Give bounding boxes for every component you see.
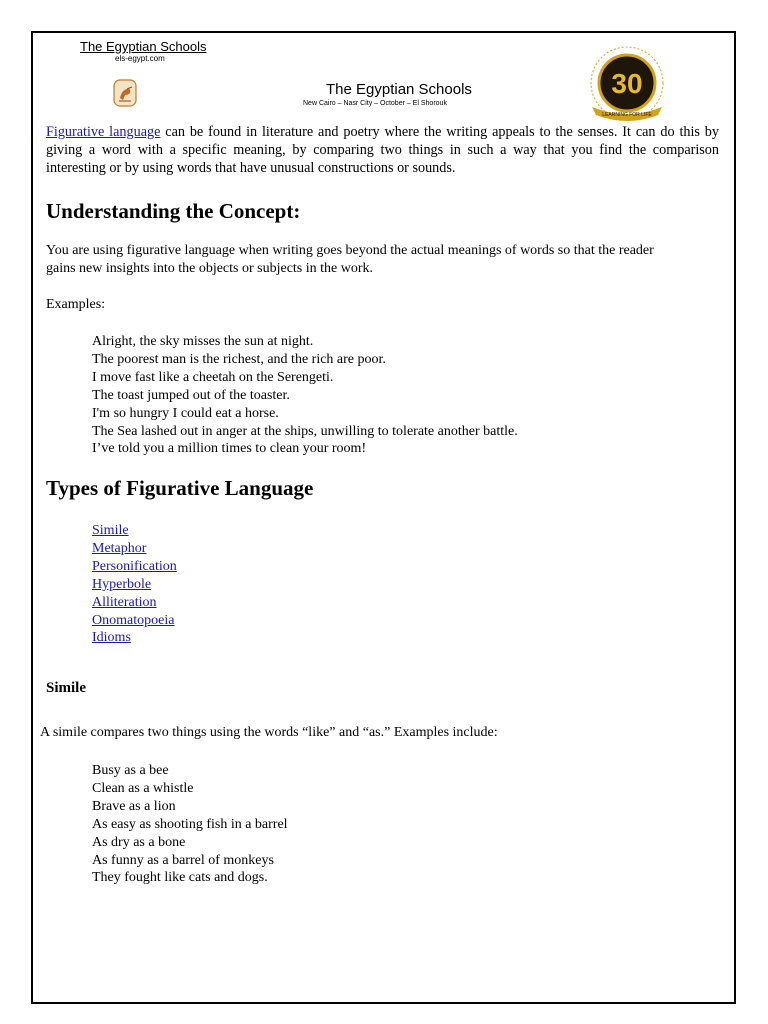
figurative-language-link[interactable]: Figurative language: [46, 124, 161, 140]
list-item: As funny as a barrel of monkeys: [92, 852, 274, 868]
types-item: [46, 629, 177, 647]
concept-heading: Understanding the Concept:: [46, 199, 301, 223]
list-item: Clean as a whistle: [92, 780, 194, 796]
types-list: [46, 522, 177, 647]
list-item: I'm so hungry I could eat a horse.: [92, 405, 279, 421]
simile-examples-list: [46, 762, 288, 887]
anniversary-number: 30: [611, 68, 643, 99]
hyperbole-link[interactable]: Hyperbole: [92, 576, 152, 592]
document-page: [31, 31, 736, 1004]
header-branches: New Cairo – Nasr City – October – El Shorouk: [303, 100, 447, 107]
anniversary-banner: LEARNING FOR LIFE: [602, 112, 652, 118]
list-item: I’ve told you a million times to clean your room!: [92, 441, 367, 457]
list-item: The toast jumped out of the toaster.: [92, 387, 290, 403]
types-item: [46, 558, 177, 576]
list-item: I move fast like a cheetah on the Serengeti.: [92, 369, 334, 385]
header-school-name: The Egyptian Schools: [80, 39, 207, 54]
list-item: The poorest man is the richest, and the rich are poor.: [92, 351, 386, 367]
concept-paragraph: You are using figurative language when writing goes beyond the actual meanings of words so that the reader gains new insights into the objects or subjects in the work.: [46, 243, 654, 276]
list-item: They fought like cats and dogs.: [92, 870, 268, 886]
simile-heading: Simile: [46, 680, 86, 696]
idioms-link[interactable]: Idioms: [92, 630, 131, 646]
header-title: The Egyptian Schools: [326, 81, 472, 98]
personification-link[interactable]: Personification: [92, 558, 177, 574]
list-item: Brave as a lion: [92, 798, 176, 814]
school-emblem-icon: [110, 78, 140, 108]
metaphor-link[interactable]: Metaphor: [92, 540, 147, 556]
types-item: [46, 576, 177, 594]
list-item: As dry as a bone: [92, 834, 186, 850]
alliteration-link[interactable]: Alliteration: [92, 594, 157, 610]
list-item: Busy as a bee: [92, 763, 169, 778]
examples-label: Examples:: [46, 297, 106, 312]
examples-list: [46, 333, 518, 458]
anniversary-30-logo: [584, 45, 668, 123]
list-item: The Sea lashed out in anger at the ships, unwilling to tolerate another battle.: [92, 423, 518, 439]
list-item: Alright, the sky misses the sun at night.: [92, 334, 314, 349]
intro-paragraph: [46, 123, 719, 177]
types-item: [46, 594, 177, 612]
header-website: els-egypt.com: [115, 54, 165, 63]
list-item: As easy as shooting fish in a barrel: [92, 816, 288, 832]
intro-text: can be found in literature and poetry where the writing appeals to the senses. It can do this by giving a word with a specific meaning, by comparing two things in such a way that you find the comparison interesting or by using words that have unusual constructions or sounds.: [46, 124, 719, 176]
simile-paragraph: A simile compares two things using the words “like” and “as.” Examples include:: [40, 725, 498, 740]
simile-link[interactable]: Simile: [92, 523, 129, 538]
types-item: [46, 540, 177, 558]
onomatopoeia-link[interactable]: Onomatopoeia: [92, 612, 175, 628]
types-item: [46, 612, 177, 630]
types-heading: Types of Figurative Language: [46, 476, 314, 500]
types-item: [46, 522, 177, 540]
